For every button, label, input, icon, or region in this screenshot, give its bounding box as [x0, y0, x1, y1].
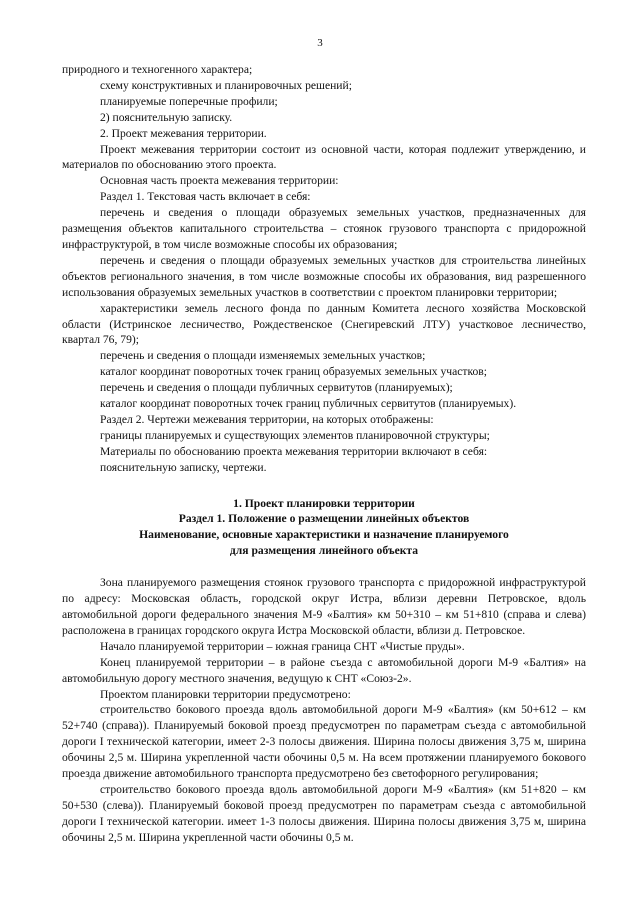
paragraph: Зона планируемого размещения стоянок грузового транспорта с придорожной инфраструктурой по адресу: Московская область, городской округ Истра, вблизи деревни Петровское, вдоль автомобильной дороги федерального значения М-9 «Балтия» км 50+310 – км 51+810 (справа и слева) расположена в границах городского округа Истра Московской области, вблизи д. Петровское. — [62, 576, 586, 637]
paragraph: перечень и сведения о площади изменяемых земельных участков; — [100, 349, 426, 363]
paragraph: природного и техногенного характера; — [62, 63, 253, 76]
paragraph: пояснительную записку, чертежи. — [100, 460, 267, 474]
paragraph: строительство бокового проезда вдоль автомобильной дороги М-9 «Балтия» (км 50+612 – км 52+740 (справа)). Планируемый боковой проезд предусмотрен по параметрам съезда с автомобильной дороги I технической категории, имеет 2-3 полосы движения. Ширина полосы движения 3,75 м, ширина обочины 2,5 м. Ширина укрепленной части обочины 0,5 м. На всем протяжении планируемого бокового проезда движение автомобильного транспорта предусмотрено без светофорного регулирования; — [62, 703, 586, 781]
paragraph: перечень и сведения о площади образуемых земельных участков для строительства линейных объектов регионального значения, в том числе возможные способы их образования, вид разрешенного использования образуемых земельных участков в соответствии с проектом планировки территории; — [62, 253, 586, 299]
paragraph: Раздел 2. Чертежи межевания территории, на которых отображены: — [100, 412, 434, 426]
paragraph: 2) пояснительную записку. — [100, 110, 233, 124]
heading-line: Раздел 1. Положение о размещении линейных объектов — [178, 512, 470, 526]
heading-line: для размещения линейного объекта — [229, 544, 419, 558]
paragraph: каталог координат поворотных точек границ публичных сервитутов (планируемых). — [100, 397, 517, 411]
document-body — [62, 62, 586, 846]
paragraph: Проект межевания территории состоит из основной части, которая подлежит утверждению, и материалов по обоснованию этого проекта. — [62, 142, 586, 172]
paragraph: 2. Проект межевания территории. — [100, 126, 267, 140]
paragraph: Основная часть проекта межевания территории: — [100, 174, 339, 188]
heading-line: Наименование, основные характеристики и назначение планируемого — [139, 528, 509, 542]
paragraph: Конец планируемой территории – в районе съезда с автомобильной дороги М-9 «Балтия» на автомобильную дорогу местного значения, ведущую к СНТ «Союз-2». — [62, 655, 586, 685]
page-number: 3 — [317, 37, 323, 49]
paragraph: Проектом планировки территории предусмотрено: — [100, 687, 351, 701]
paragraph: характеристики земель лесного фонда по данным Комитета лесного хозяйства Московской области (Истринское лесничество, Рождественское (Снегиревский ЛТУ) участковое лесничество, квартал 76, 79); — [62, 301, 586, 347]
paragraph: схему конструктивных и планировочных решений; — [100, 78, 352, 92]
section-heading — [62, 496, 586, 560]
paragraph: планируемые поперечные профили; — [100, 94, 278, 108]
paragraph: строительство бокового проезда вдоль автомобильной дороги М-9 «Балтия» (км 51+820 – км 50+530 (слева)). Планируемый боковой проезд предусмотрен по параметрам съезда с автомобильной дороги I технической категории. имеет 1-3 полосы движения. Ширина полосы движения 3,75 м, ширина обочины 2,5 м. Ширина укрепленной части обочины 0,5 м. — [62, 782, 586, 844]
paragraph: Материалы по обоснованию проекта межевания территории включают в себя: — [100, 444, 488, 458]
paragraph: перечень и сведения о площади образуемых земельных участков, предназначенных для размещения объектов капитального строительства – стоянок грузового транспорта с придорожной инфраструктурой, в том числе возможные способы их образования; — [62, 206, 586, 251]
paragraph: перечень и сведения о площади публичных сервитутов (планируемых); — [100, 381, 453, 395]
paragraph: каталог координат поворотных точек границ образуемых земельных участков; — [100, 365, 487, 379]
paragraph: Раздел 1. Текстовая часть включает в себя: — [100, 190, 311, 204]
heading-line: 1. Проект планировки территории — [233, 496, 415, 510]
paragraph: Начало планируемой территории – южная граница СНТ «Чистые пруды». — [100, 639, 465, 653]
paragraph: границы планируемых и существующих элементов планировочной структуры; — [100, 428, 490, 442]
